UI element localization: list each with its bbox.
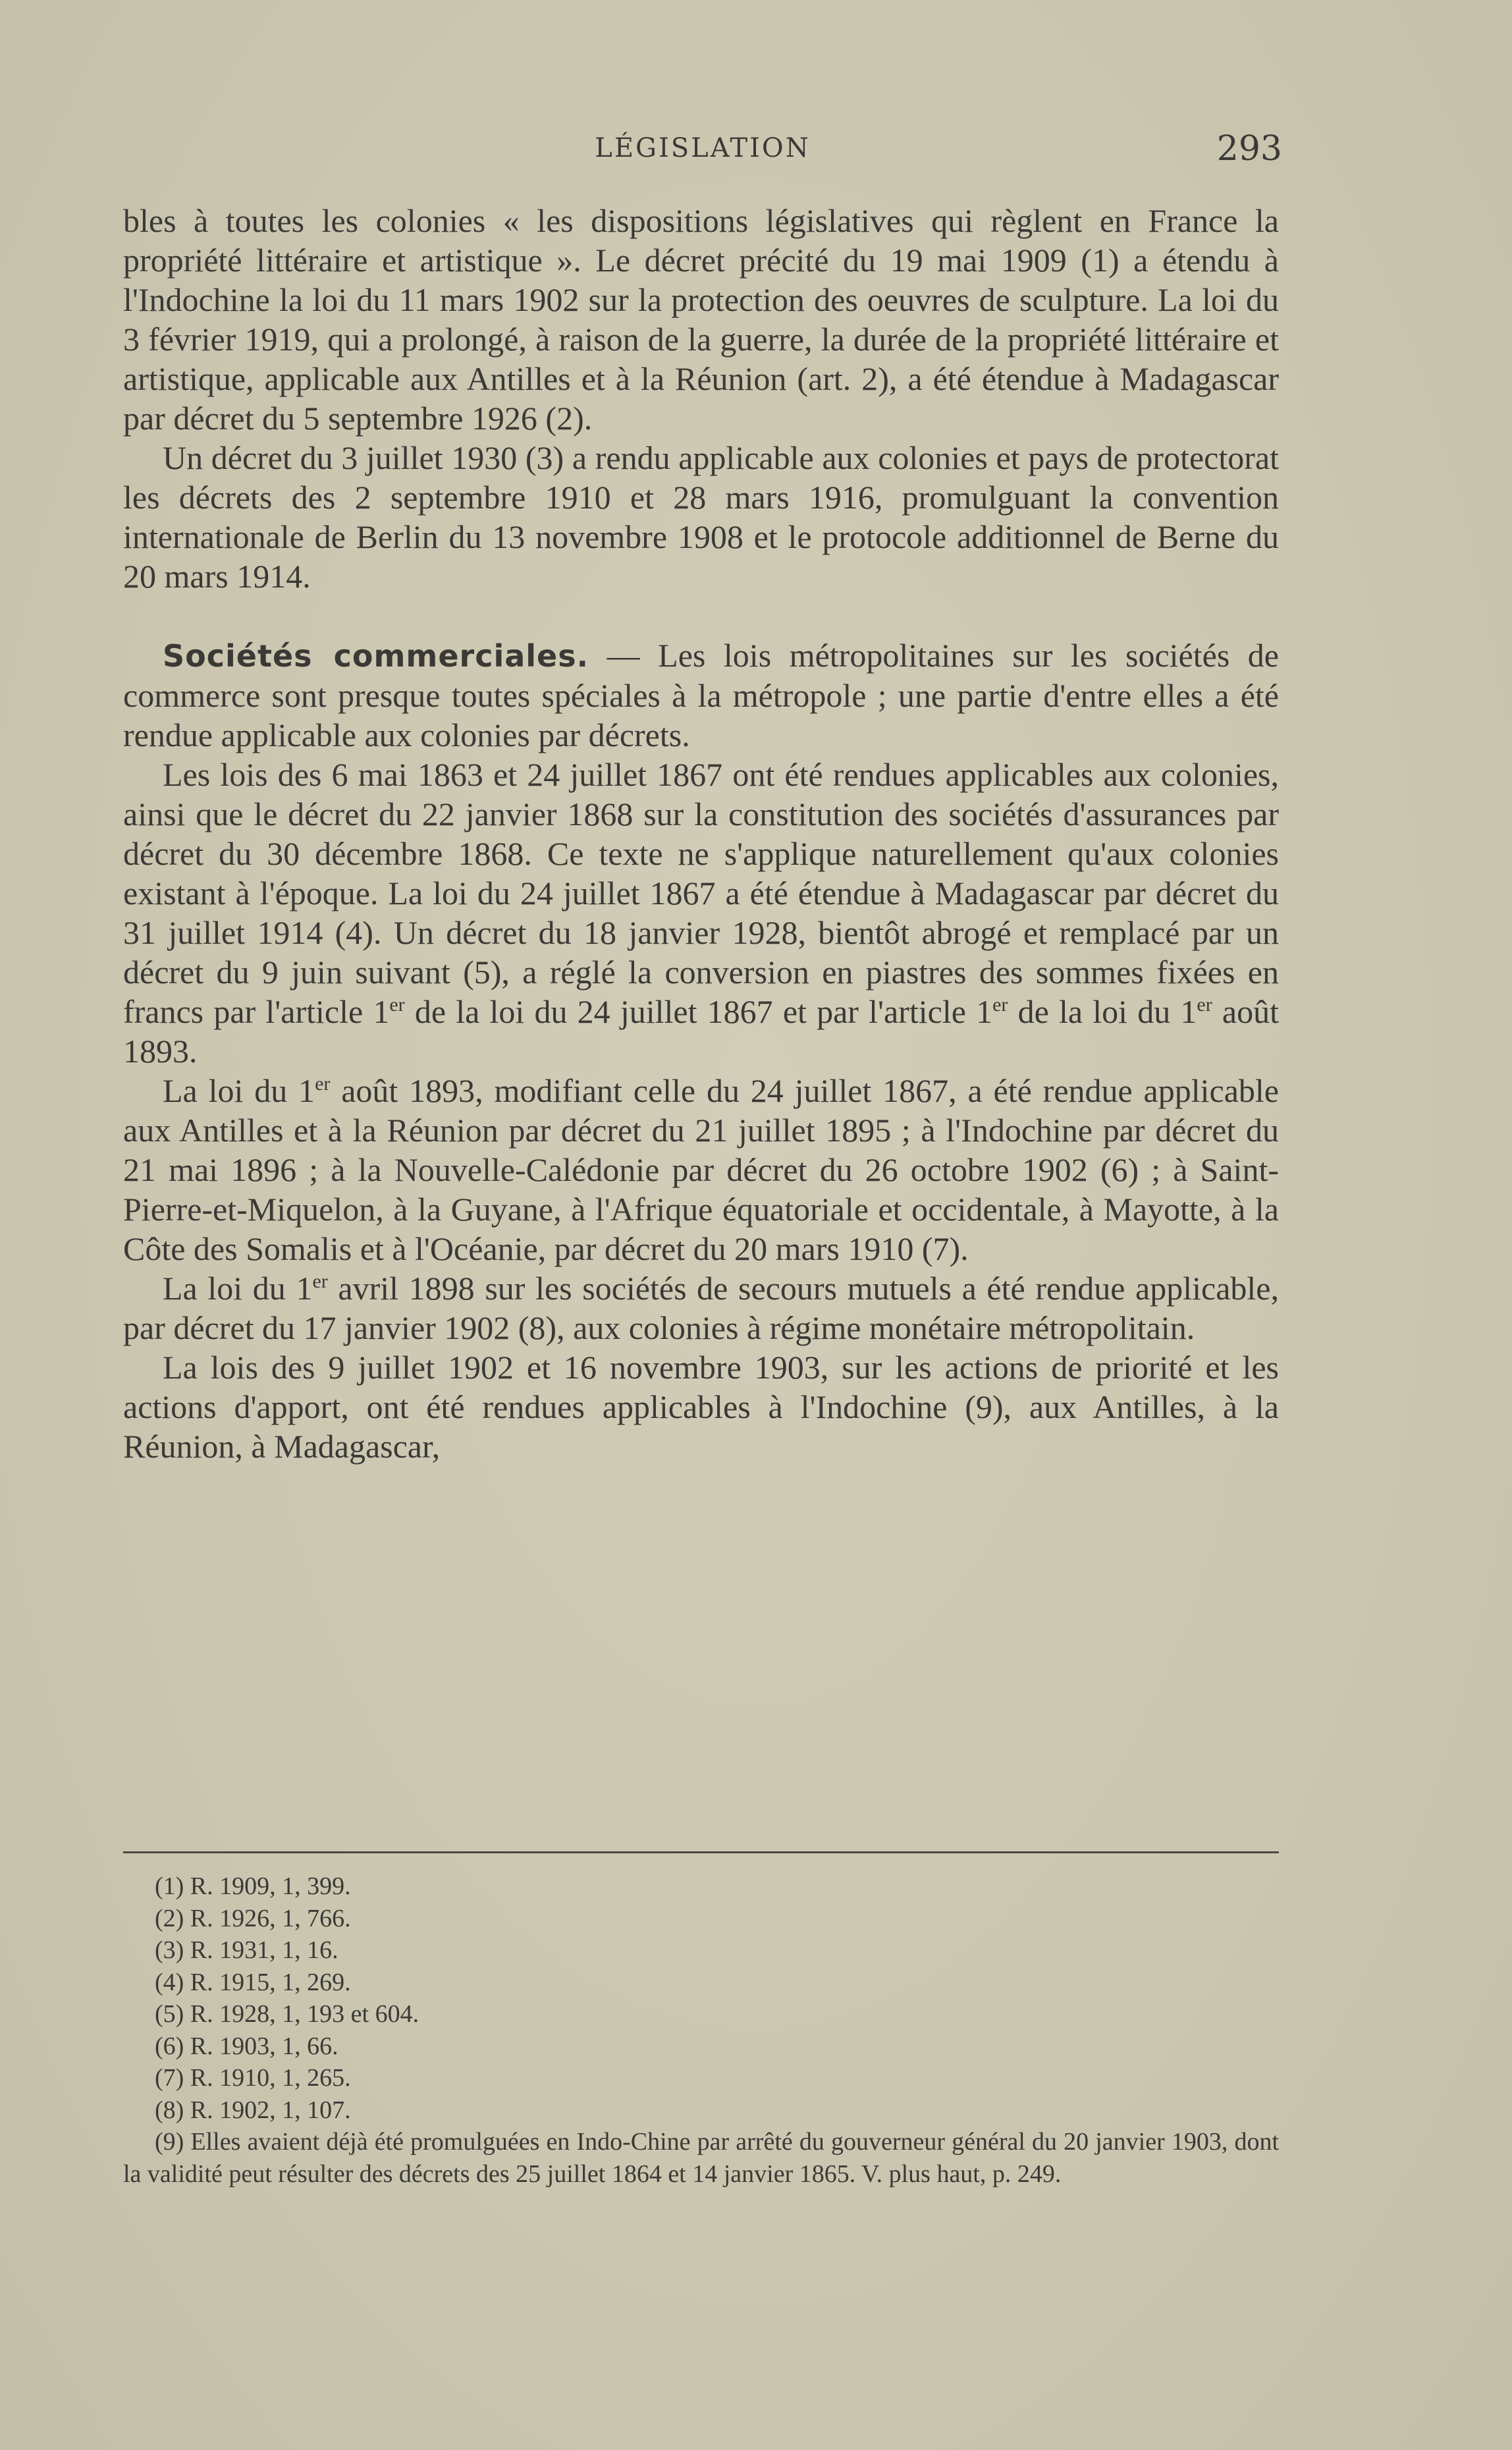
superscript-er: er	[315, 1073, 331, 1095]
superscript-er: er	[312, 1270, 328, 1292]
paragraph-1: bles à toutes les colonies « les dispositions législatives qui règlent en France la propriété littéraire et artistique ». Le décret précité du 19 mai 1909 (1) a étendu à l'Indochine la loi du 11 mars 1902 sur la protection des oeuvres de sculpture. La loi du 3 février 1919, qui a prolongé, à raison de la guerre, la durée de la propriété littéraire et artistique, applicable aux Antilles et à la Réunion (art. 2), a été étendue à Madagascar par décret du 5 septembre 1926 (2).	[123, 202, 1279, 437]
body-text	[123, 201, 1279, 1466]
footnote-2: (2) R. 1926, 1, 766.	[155, 1904, 351, 1932]
footnote-1: (1) R. 1909, 1, 399.	[155, 1872, 351, 1900]
paragraph-6	[123, 1268, 1279, 1348]
paragraph-4-part-d: août 1893.	[123, 993, 1279, 1070]
footnote-9: (9) Elles avaient déjà été promulguées en Indo-Chine par arrêté du gouverneur général du 20 janvier 1903, dont la validité peut résulter des décrets des 25 juillet 1864 et 14 janvier 1865. V. plus haut, p. 249.	[123, 2128, 1279, 2188]
paragraph-5	[123, 1071, 1279, 1268]
paragraph-6-part-a: La loi du 1	[163, 1270, 313, 1307]
paragraph-4-part-c: de la loi du 1	[1008, 993, 1197, 1030]
superscript-er: er	[992, 994, 1008, 1016]
paragraph-4-part-a: Les lois des 6 mai 1863 et 24 juillet 1867 ont été rendues applicables aux colonies, ainsi que le décret du 22 janvier 1868 sur la constitution des sociétés d'assurances par décret du 30 décembre 1868. Ce texte ne s'applique naturellement qu'aux colonies existant à l'époque. La loi du 24 juillet 1867 a été étendue à Madagascar par décret du 31 juillet 1914 (4). Un décret du 18 janvier 1928, bientôt abrogé et remplacé par un décret du 9 juin suivant (5), a réglé la conversion en piastres des sommes fixées en francs par l'article 1	[123, 756, 1279, 1030]
paragraph-5-part-a: La loi du 1	[163, 1072, 315, 1109]
footnote-8: (8) R. 1902, 1, 107.	[155, 2096, 351, 2124]
paragraph-4	[123, 755, 1279, 1071]
paragraph-3-text: — Les lois métropolitaines sur les sociétés de commerce sont presque toutes spéciales à la métropole ; une partie d'entre elles a été rendue applicable aux colonies par décrets.	[123, 637, 1280, 753]
section-heading: Sociétés commerciales.	[163, 638, 589, 674]
superscript-er: er	[389, 994, 405, 1016]
paragraph-7: La lois des 9 juillet 1902 et 16 novembre 1903, sur les actions de priorité et les actions d'apport, ont été rendues applicables à l'Indochine (9), aux Antilles, à la Réunion, à Madagascar,	[123, 1349, 1279, 1465]
footnotes	[123, 1870, 1279, 2190]
page-number: 293	[1216, 129, 1282, 169]
paragraph-4-part-b: de la loi du 24 juillet 1867 et par l'article 1	[404, 993, 993, 1030]
footnote-4: (4) R. 1915, 1, 269.	[155, 1968, 351, 1996]
paragraph-societes-commerciales	[123, 636, 1279, 755]
paragraph-6-part-b: avril 1898 sur les sociétés de secours mutuels a été rendue applicable, par décret du 17 janvier 1902 (8), aux colonies à régime monétaire métropolitain.	[123, 1270, 1279, 1346]
footnote-divider	[123, 1851, 1279, 1853]
footnote-5: (5) R. 1928, 1, 193 et 604.	[155, 2000, 419, 2028]
paragraph-2: Un décret du 3 juillet 1930 (3) a rendu applicable aux colonies et pays de protectorat les décrets des 2 septembre 1910 et 28 mars 1916, promulguant la convention internationale de Berlin du 13 novembre 1908 et le protocole additionnel de Berne du 20 mars 1914.	[123, 439, 1279, 595]
footnote-6: (6) R. 1903, 1, 66.	[155, 2032, 338, 2060]
running-head	[123, 129, 1282, 175]
running-title: LÉGISLATION	[595, 133, 811, 163]
footnote-3: (3) R. 1931, 1, 16.	[155, 1936, 338, 1964]
superscript-er: er	[1197, 994, 1212, 1016]
footnote-7: (7) R. 1910, 1, 265.	[155, 2064, 351, 2092]
paragraph-5-part-b: août 1893, modifiant celle du 24 juillet 1867, a été rendue applicable aux Antilles et à la Réunion par décret du 21 juillet 1895 ; à l'Indochine par décret du 21 mai 1896 ; à la Nouvelle-Calédonie par décret du 26 octobre 1902 (6) ; à Saint-Pierre-et-Miquelon, à la Guyane, à l'Afrique équatoriale et occidentale, à Mayotte, à la Côte des Somalis et à l'Océanie, par décret du 20 mars 1910 (7).	[123, 1072, 1279, 1267]
